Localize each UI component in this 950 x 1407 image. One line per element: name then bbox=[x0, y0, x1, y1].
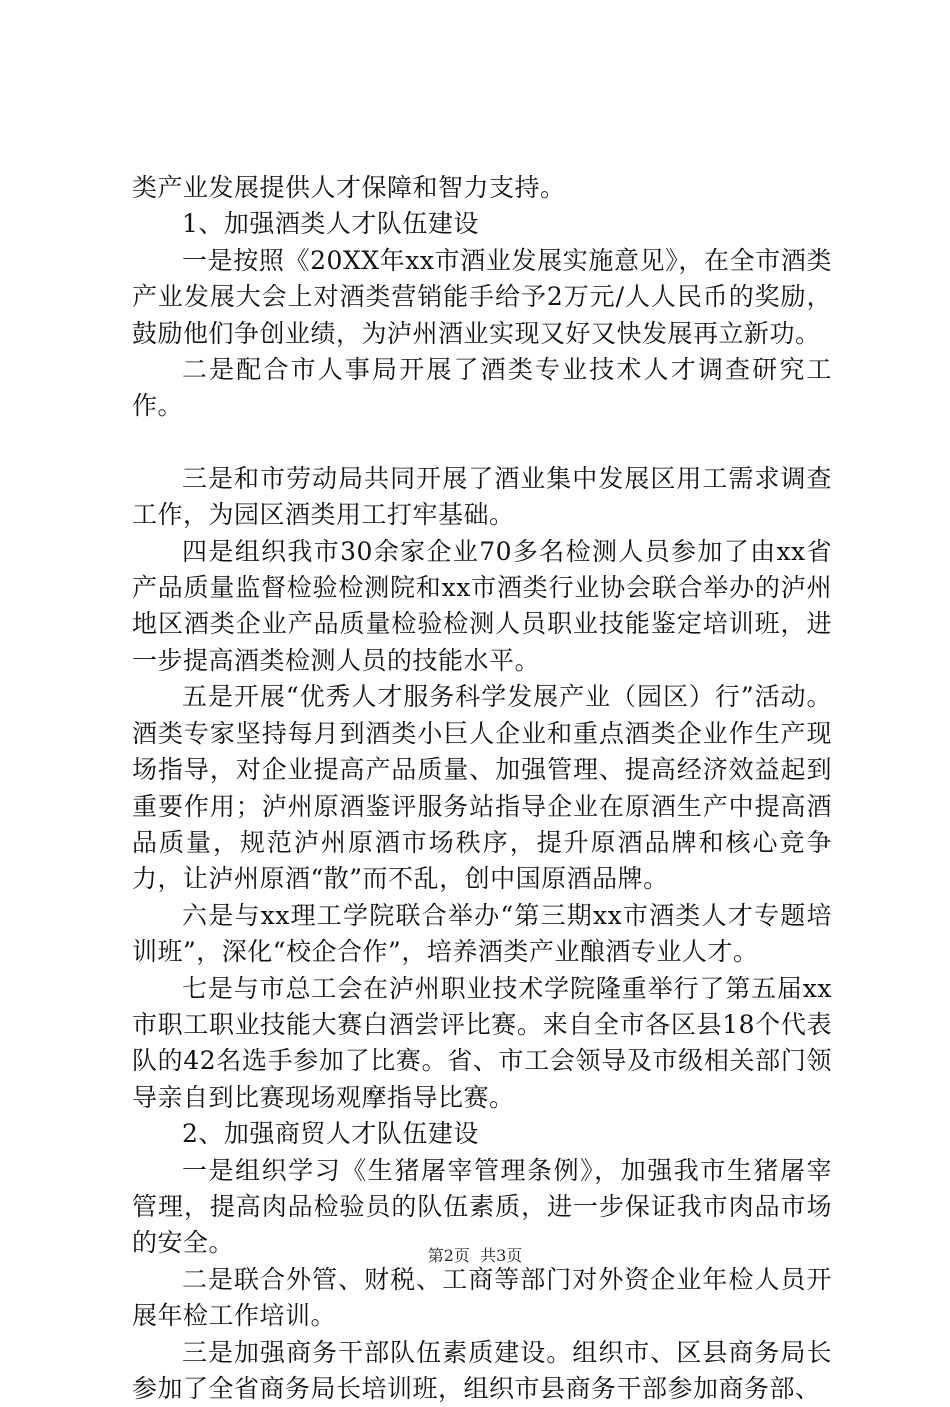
paragraph-trade-item-2: 二是联合外管、财税、工商等部门对外资企业年检人员开展年检工作培训。 bbox=[132, 1264, 832, 1331]
paragraph-item-6: 六是与xx理工学院联合举办“第三期xx市酒类人才专题培训班”，深化“校企合作”，培养酒类产业酿酒专业人才。 bbox=[132, 900, 832, 967]
paragraph-continuation: 类产业发展提供人才保障和智力支持。 bbox=[132, 173, 566, 202]
paragraph-item-5: 五是开展“优秀人才服务科学发展产业（园区）行”活动。酒类专家坚持每月到酒类小巨人企业和重点酒类企业作生产现场指导，对企业提高产品质量、加强管理、提高经济效益起到重要作用；泸州原酒鉴评服务站指导企业在原酒生产中提高酒品质量，规范泸州原酒市场秩序，提升原酒品牌和核心竞争力，让泸州原酒“散”而不乱，创中国原酒品牌。 bbox=[132, 682, 832, 894]
paragraph-item-1: 一是按照《20XX年xx市酒业发展实施意见》，在全市酒类产业发展大会上对酒类营销能手给予2万元/人人民币的奖励，鼓励他们争创业绩，为泸州酒业实现又好又快发展再立新功。 bbox=[132, 245, 832, 348]
paragraph-item-7: 七是与市总工会在泸州职业技术学院隆重举行了第五届xx市职工职业技能大赛白酒尝评比赛。来自全市各区县18个代表队的42名选手参加了比赛。省、市工会领导及市级相关部门领导亲自到比赛现场观摩指导比赛。 bbox=[132, 973, 832, 1112]
section-heading-liquor-talent: 1、加强酒类人才队伍建设 bbox=[182, 209, 479, 239]
document-body bbox=[132, 170, 832, 1407]
section-heading-trade-talent: 2、加强商贸人才队伍建设 bbox=[182, 1119, 479, 1149]
paragraph-item-3: 三是和市劳动局共同开展了酒业集中发展区用工需求调查工作，为园区酒类用工打牢基础。 bbox=[132, 463, 832, 530]
paragraph-item-2: 二是配合市人事局开展了酒类专业技术人才调查研究工作。 bbox=[132, 355, 832, 421]
paragraph-trade-item-1: 一是组织学习《生猪屠宰管理条例》，加强我市生猪屠宰管理，提高肉品检验员的队伍素质，进一步保证我市肉品市场的安全。 bbox=[132, 1155, 832, 1258]
page-number-footer: 第2页 共3页 bbox=[427, 1246, 523, 1265]
paragraph-trade-item-3: 三是加强商务干部队伍素质建设。组织市、区县商务局长参加了全省商务局长培训班，组织市县商务干部参加商务部、 bbox=[132, 1337, 832, 1403]
paragraph-item-4: 四是组织我市30余家企业70多名检测人员参加了由xx省产品质量监督检验检测院和xx市酒类行业协会联合举办的泸州地区酒类企业产品质量检验检测人员职业技能鉴定培训班，进一步提高酒类检测人员的技能水平。 bbox=[132, 536, 832, 675]
